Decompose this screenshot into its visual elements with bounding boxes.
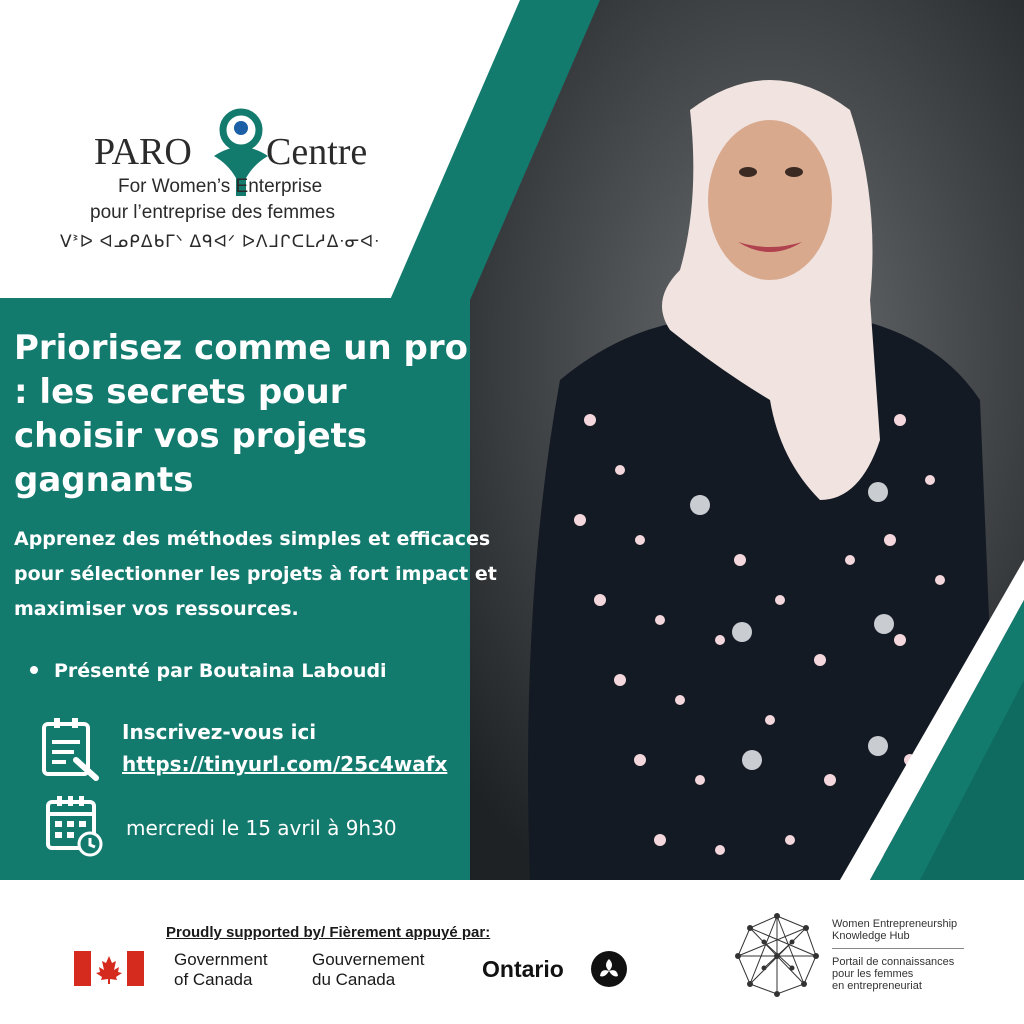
presenter-line [30, 660, 387, 682]
registration-form-icon [40, 716, 102, 782]
ontario-trillium-icon [590, 950, 628, 988]
event-subtitle: Apprenez des méthodes simples et efficaces pour sélectionner les projets à fort impact et maximiser vos ressources. [14, 528, 497, 620]
government-of-canada-fr: Gouvernement du Canada [312, 950, 425, 989]
canada-flag-icon [74, 951, 144, 986]
register-label: Inscrivez-vous ici [122, 720, 317, 744]
ontario-wordmark: Ontario [482, 956, 564, 982]
wekh-divider [832, 948, 964, 949]
supporters-caption: Proudly supported by/ Fièrement appuyé par: [166, 924, 491, 941]
logo-tagline-en: For Women’s Enterprise [118, 176, 323, 197]
register-link[interactable]: https://tinyurl.com/25c4wafx [122, 752, 448, 776]
calendar-clock-icon [44, 794, 104, 858]
event-title: Priorisez comme un pro : les secrets pour choisir vos projets gagnants [14, 328, 469, 500]
event-date: mercredi le 15 avril à 9h30 [126, 816, 397, 840]
presenter-text: Présenté par Boutaina Laboudi [54, 660, 387, 682]
network-globe-icon [734, 912, 820, 998]
logo-word-paro: PARO [94, 131, 192, 173]
government-of-canada-en: Government of Canada [174, 950, 268, 989]
logo-word-centre: Centre [266, 131, 368, 173]
wekh-name-fr: Portail de connaissances pour les femmes en entrepreneuriat [832, 956, 955, 992]
bullet-icon [30, 666, 38, 674]
logo-tagline-syllabics: ᐯᕑᐅ ᐊᓄᑭᐃᑲᒥᐠ ᐃᑫᐊᐟ ᐅᐱᒧᒋᑕᒪᓱᐃᐧᓂᐊᐧ [60, 232, 380, 251]
wekh-name-en: Women Entrepreneurship Knowledge Hub [832, 918, 958, 942]
logo-tagline-fr: pour l’entreprise des femmes [90, 202, 335, 223]
paro-centre-logo [60, 80, 440, 260]
